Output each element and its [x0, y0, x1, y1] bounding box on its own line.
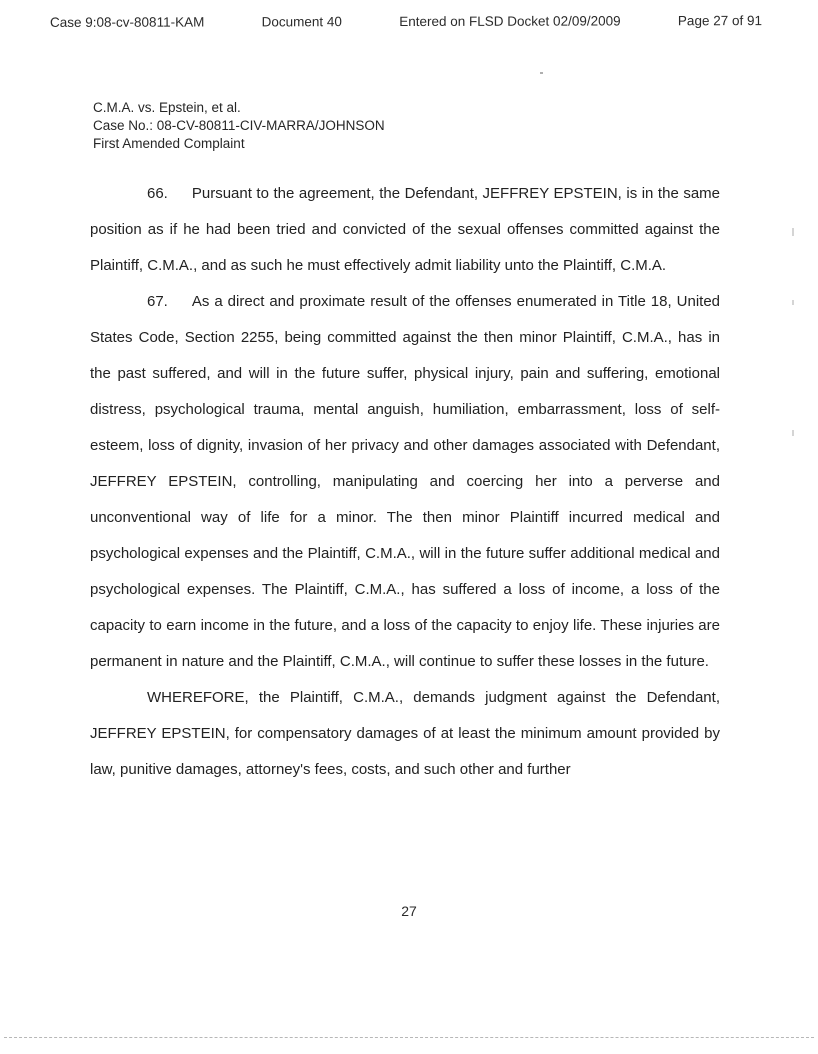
caption-case-number: Case No.: 08-CV-80811-CIV-MARRA/JOHNSON — [93, 118, 385, 133]
court-header — [50, 13, 762, 30]
paragraph-66 — [90, 176, 720, 284]
caption-document-title: First Amended Complaint — [93, 136, 245, 151]
paragraph-66-text: Pursuant to the agreement, the Defendant, JEFFREY EPSTEIN, is in the same position as if he had been tried and convicted of the sexual offenses committed against the Plaintiff, C.M.A., and as such he must effectively admit liability unto the Plaintiff, C.M.A. — [90, 185, 720, 274]
scan-edge-line — [4, 1037, 814, 1038]
caption-parties: C.M.A. vs. Epstein, et al. — [93, 100, 241, 115]
paragraph-67 — [90, 284, 720, 680]
scan-artifact — [792, 300, 794, 305]
complaint-body — [90, 176, 720, 788]
header-docket-entry: Entered on FLSD Docket 02/09/2009 — [399, 13, 621, 30]
scan-artifact — [792, 228, 794, 236]
paragraph-66-number: 66. — [147, 185, 168, 202]
paragraph-67-number: 67. — [147, 293, 168, 310]
header-case-number: Case 9:08-cv-80811-KAM — [49, 14, 205, 30]
page-number: 27 — [401, 903, 417, 919]
paragraph-wherefore-text: WHEREFORE, the Plaintiff, C.M.A., demands judgment against the Defendant, JEFFREY EPSTEIN, for compensatory damages of at least the minimum amount provided by law, punitive damages, attorney's fees, costs, and such other and further — [90, 689, 720, 778]
case-caption — [93, 99, 385, 153]
scan-artifact — [792, 430, 794, 436]
header-page-indicator: Page 27 of 91 — [677, 13, 763, 29]
paragraph-67-text: As a direct and proximate result of the offenses enumerated in Title 18, United States Code, Section 2255, being committed against the then minor Plaintiff, C.M.A., has in the past suffered, and will in the future suffer, physical injury, pain and suffering, emotional distress, psychological trauma, mental anguish, humiliation, embarrassment, loss of self-esteem, loss of dignity, invasion of her privacy and other damages associated with Defendant, JEFFREY EPSTEIN, controlling, manipulating and coercing her into a perverse and unconventional way of life for a minor. The then minor Plaintiff incurred medical and psychological expenses and the Plaintiff, C.M.A., will in the future suffer additional medical and psychological expenses. The Plaintiff, C.M.A., has suffered a loss of income, a loss of the capacity to earn income in the future, and a loss of the capacity to enjoy life. These injuries are permanent in nature and the Plaintiff, C.M.A., will continue to suffer these losses in the future. — [90, 293, 720, 670]
scan-artifact — [540, 72, 543, 74]
paragraph-wherefore — [90, 680, 720, 788]
header-document-number: Document 40 — [261, 14, 342, 30]
